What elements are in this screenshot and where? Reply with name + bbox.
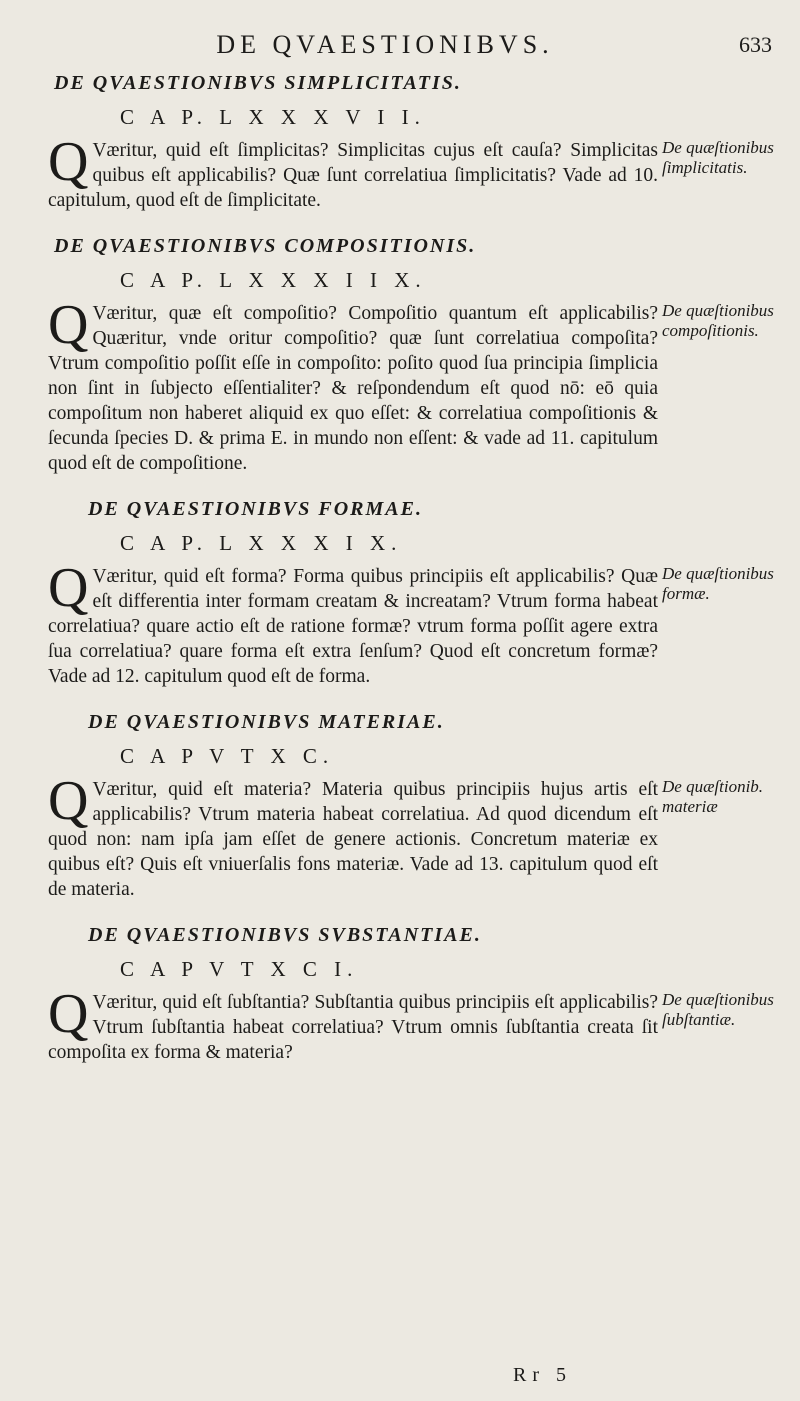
signature-mark: Rr 5 xyxy=(513,1364,572,1386)
margin-note: De quæſtionib. materiæ xyxy=(662,777,764,816)
drop-cap: Q xyxy=(48,294,89,356)
chapter-heading: C A P. L X X X I I X. xyxy=(120,268,427,292)
section-materiae xyxy=(48,711,768,902)
section-formae xyxy=(48,498,774,689)
page-number: 633 xyxy=(739,32,772,57)
section-title: DE QVAESTIONIBVS SVBSTANTIAE. xyxy=(88,924,482,946)
section-title: DE QVAESTIONIBVS FORMAE. xyxy=(88,498,423,520)
section-compositionis xyxy=(48,235,774,476)
margin-note: De quæſtionibus ſimplicitatis. xyxy=(662,138,774,177)
section-title: DE QVAESTIONIBVS COMPOSITIONIS. xyxy=(54,235,477,257)
section-title: DE QVAESTIONIBVS MATERIAE. xyxy=(88,711,445,733)
chapter-heading: C A P V T X C. xyxy=(120,744,335,768)
paragraph-text: Væritur, quæ eſt compoſitio? Compoſitio quantum eſt applicabilis? Quæritur, vnde oritur compoſitio? quæ ſunt correlatiua compoſita? Vtrum compoſitio poſſit eſſe in compoſito: poſito quod ſua principia ſimplicia non ſint in ſubjecto eſſentialiter? & reſpondendum eſt quod nō: eō quia compoſitum non haberet aliquid ex quo eſſet: & correlatiua compoſitionis & ſecunda ſpecies D. & prima E. in mundo non eſſent: & vade ad 11. capitulum quod eſt de compoſitione. xyxy=(48,303,658,474)
paragraph-text: Væritur, quid eſt forma? Forma quibus principiis eſt applicabilis? Quæ eſt differentia inter formam creatam & increatam? Vtrum forma habeat correlatiua? quare actio eſt de ratione formæ? vtrum forma poſſit agere extra ſua correlatiua? quare forma eſt extra ſenſum? Quod eſt concretum formæ? Vade ad 12. capitulum quod eſt de forma. xyxy=(48,566,658,687)
margin-note: De quæſtionibus ſubſtantiæ. xyxy=(662,990,774,1029)
body-column xyxy=(48,70,774,1065)
chapter-heading: C A P V T X C I. xyxy=(120,957,359,981)
page-header xyxy=(0,30,800,70)
paragraph xyxy=(48,983,658,1065)
section-substantiae xyxy=(48,924,774,1065)
paragraph-text: Væritur, quid eſt ſubſtantia? Subſtantia quibus principiis eſt applicabilis? Vtrum ſubſtantia habeat correlatiua? Vtrum omnis ſubſtantia creata ſit compoſita ex forma & materia? xyxy=(48,992,658,1063)
paragraph-text: Væritur, quid eſt ſimplicitas? Simplicitas cujus eſt cauſa? Simplicitas quibus eſt applicabilis? Quæ ſunt correlatiua ſimplicitatis? Vade ad 10. capitulum, quod eſt de ſimplicitate. xyxy=(48,140,658,211)
paragraph xyxy=(48,770,658,902)
chapter-heading: C A P. L X X X I X. xyxy=(120,531,403,555)
drop-cap: Q xyxy=(48,770,89,832)
drop-cap: Q xyxy=(48,983,89,1045)
chapter-heading: C A P. L X X X V I I. xyxy=(120,105,426,129)
running-head: DE QVAESTIONIBVS. xyxy=(216,30,554,59)
drop-cap: Q xyxy=(48,557,89,619)
paragraph xyxy=(48,557,658,689)
section-simplicitatis xyxy=(48,72,774,213)
paragraph-text: Væritur, quid eſt materia? Materia quibus principiis hujus artis eſt applicabilis? Vtrum materia habeat correlatiua. Ad quod dicendum eſt quod non: nam ipſa jam eſſet de genere actionis. Concretum materiæ ex quibus eſt? Quis eſt vniuerſalis fons materiæ. Vade ad 13. capitulum quod eſt de materia. xyxy=(48,779,658,900)
margin-note: De quæſtionibus formæ. xyxy=(662,564,774,603)
paragraph xyxy=(48,294,658,476)
margin-note: De quæſtionibus compoſitionis. xyxy=(662,301,774,340)
section-title: DE QVAESTIONIBVS SIMPLICITATIS. xyxy=(54,72,462,94)
paragraph xyxy=(48,131,658,213)
page-footer xyxy=(0,1364,800,1394)
drop-cap: Q xyxy=(48,131,89,193)
